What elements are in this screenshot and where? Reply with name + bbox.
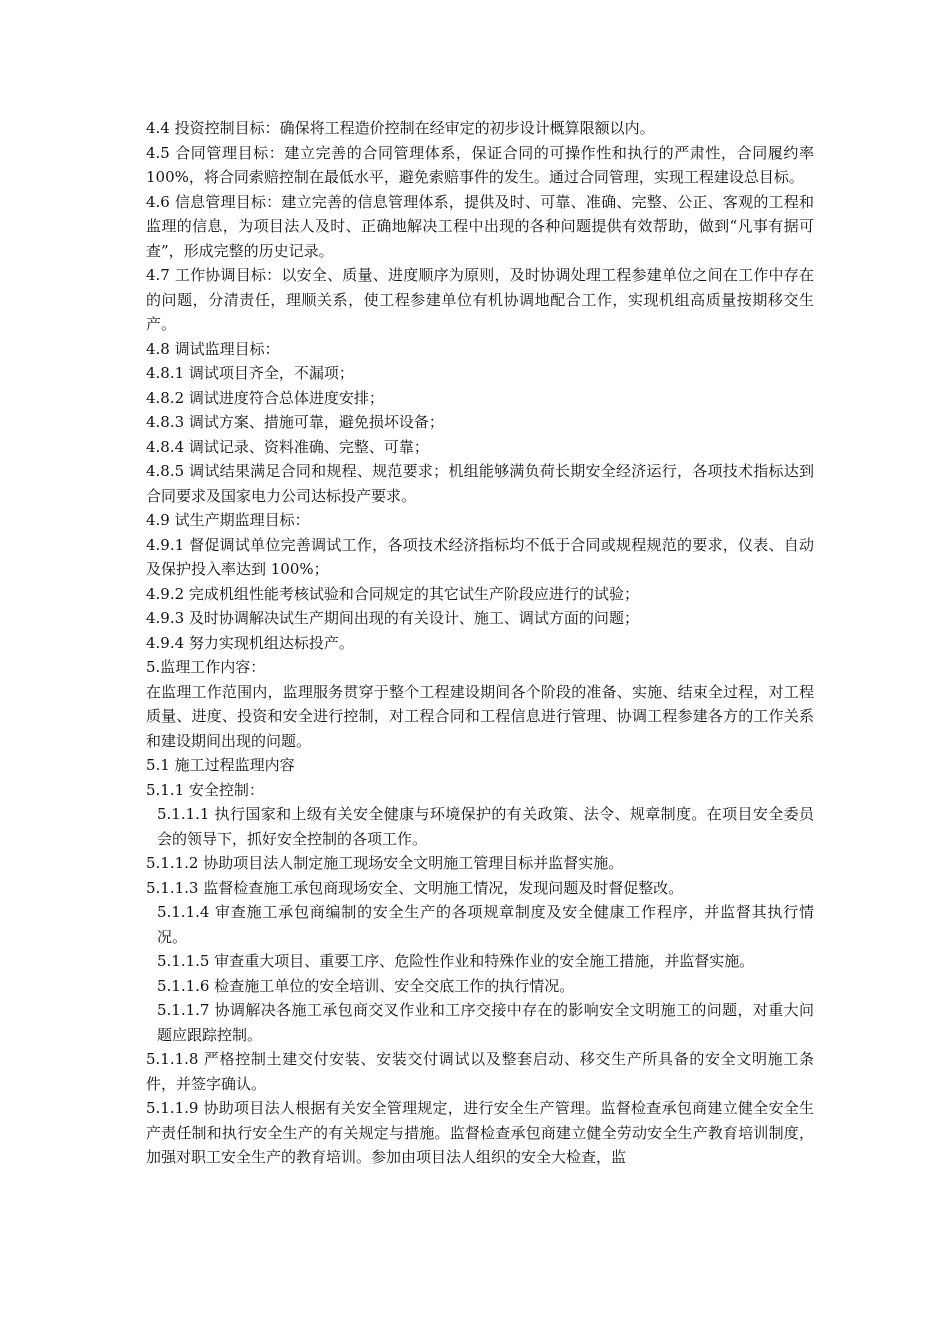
paragraph: 在监理工作范围内，监理服务贯穿于整个工程建设期间各个阶段的准备、实施、结束全过程，对工程质量、进度、投资和安全进行控制，对工程合同和工程信息进行管理、协调工程参建各方的工作关系和建设期间出现的问题。	[146, 682, 814, 750]
section-heading: 5.1.1 安全控制：	[146, 780, 264, 799]
section-heading: 4.8 调试监理目标：	[146, 339, 280, 358]
list-item: 4.9.2 完成机组性能考核试验和合同规定的其它试生产阶段应进行的试验；	[146, 584, 639, 603]
list-item: 5.1.1.4 审查施工承包商编制的安全生产的各项规章制度及安全健康工作程序，并监督其执行情况。	[157, 903, 814, 946]
section-heading: 5.监理工作内容：	[146, 658, 266, 676]
list-item: 5.1.1.3 监督检查施工承包商现场安全、文明施工情况，发现问题及时督促整改。	[146, 878, 684, 897]
paragraph: 4.4 投资控制目标：确保将工程造价控制在经审定的初步设计概算限额以内。	[146, 119, 655, 137]
list-item: 4.9.1 督促调试单位完善调试工作，各项技术经济指标均不低于合同或规程规范的要求，仪表、自动及保护投入率达到 100%；	[146, 535, 814, 578]
paragraph: 4.7 工作协调目标：以安全、质量、进度顺序为原则，及时协调处理工程参建单位之间在工作中存在的问题，分清责任，理顺关系，使工程参建单位有机协调地配合工作，实现机组高质量按期移交生产。	[146, 266, 814, 333]
list-item: 5.1.1.9 协助项目法人根据有关安全管理规定，进行安全生产管理。监督检查承包商建立健全安全生产责任制和执行安全生产的有关规定与措施。监督检查承包商建立健全劳动安全生产教育培训制度，加强对职工安全生产的教育培训。参加由项目法人组织的安全大检查，监	[146, 1099, 814, 1166]
list-item: 4.9.4 努力实现机组达标投产。	[146, 633, 354, 652]
list-item: 4.8.2 调试进度符合总体进度安排；	[146, 388, 384, 407]
section-heading: 5.1 施工过程监理内容	[146, 756, 295, 774]
list-item: 4.8.4 调试记录、资料准确、完整、可靠；	[146, 437, 429, 456]
document-body	[146, 116, 814, 1170]
section-heading: 4.9 试生产期监理目标：	[146, 511, 310, 529]
list-item: 5.1.1.7 协调解决各施工承包商交叉作业和工序交接中存在的影响安全文明施工的问题，对重大问题应跟踪控制。	[157, 1001, 814, 1044]
list-item: 4.8.5 调试结果满足合同和规程、规范要求；机组能够满负荷长期安全经济运行，各项技术指标达到合同要求及国家电力公司达标投产要求。	[146, 462, 814, 505]
list-item: 5.1.1.8 严格控制土建交付安装、安装交付调试以及整套启动、移交生产所具备的安全文明施工条件，并签字确认。	[146, 1050, 814, 1093]
list-item: 4.8.3 调试方案、措施可靠，避免损坏设备；	[146, 413, 444, 431]
paragraph: 4.6 信息管理目标：建立完善的信息管理体系，提供及时、可靠、准确、完整、公正、客观的工程和监理的信息，为项目法人及时、正确地解决工程中出现的各种问题提供有效帮助，做到“凡事有据可查”，形成完整的历史记录。	[146, 192, 814, 260]
paragraph: 4.5 合同管理目标：建立完善的合同管理体系，保证合同的可操作性和执行的严肃性，合同履约率 100%，将合同索赔控制在最低水平，避免索赔事件的发生。通过合同管理，实现工程建设总目标。	[146, 143, 814, 186]
list-item: 4.9.3 及时协调解决试生产期间出现的有关设计、施工、调试方面的问题；	[146, 609, 639, 627]
list-item: 5.1.1.2 协助项目法人制定施工现场安全文明施工管理目标并监督实施。	[146, 854, 624, 872]
list-item: 5.1.1.1 执行国家和上级有关安全健康与环境保护的有关政策、法令、规章制度。在项目安全委员会的领导下，抓好安全控制的各项工作。	[157, 805, 814, 848]
list-item: 4.8.1 调试项目齐全，不漏项；	[146, 364, 354, 382]
list-item: 5.1.1.5 审查重大项目、重要工序、危险性作业和特殊作业的安全施工措施，并监督实施。	[157, 952, 755, 970]
list-item: 5.1.1.6 检查施工单位的安全培训、安全交底工作的执行情况。	[157, 976, 575, 995]
